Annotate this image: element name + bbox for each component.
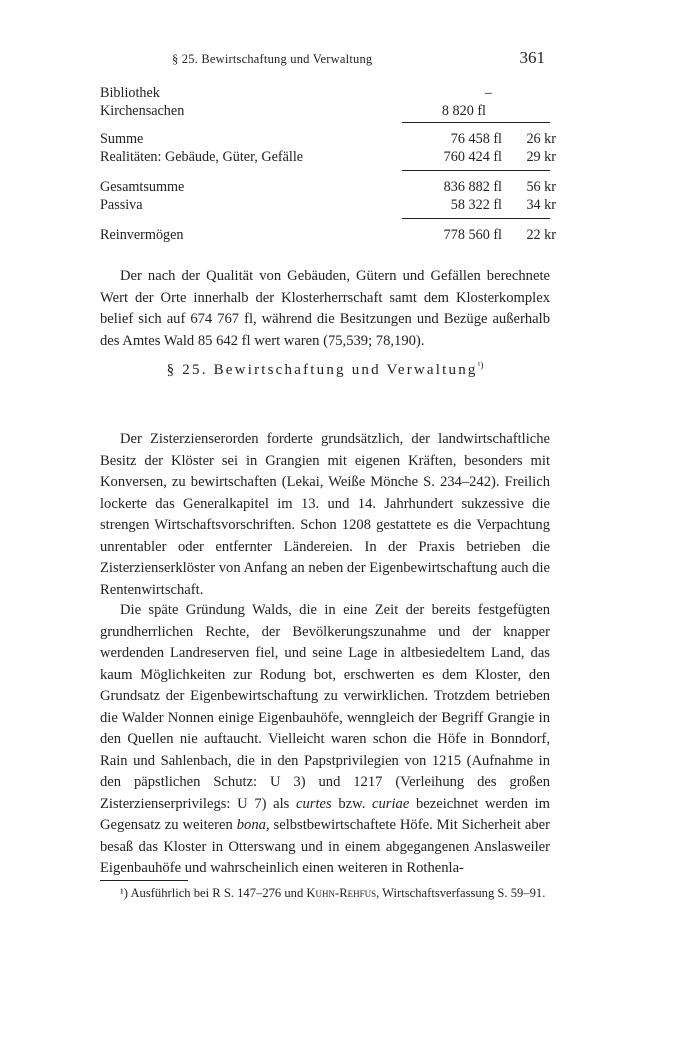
section-heading-text: § 25. Bewirtschaftung und Verwaltung [166,362,478,378]
footnote-author: Kuhn-Rehfus [306,886,377,900]
paragraph [100,600,550,880]
table-row-kr: 26 kr [526,131,556,147]
footnote-reference: ¹) [477,360,484,370]
footnote-text: Ausführlich bei R S. 147–276 und [127,886,307,900]
footnote-text: , Wirtschaftsverfassung S. 59–91. [376,886,546,900]
footnote-rule [100,880,188,881]
table-row [100,178,556,196]
paragraph-text: bzw. [331,795,373,812]
paragraph-text: Die späte Gründung Walds, die in eine Zeit der bereits festgefügten grundherrlichen Rechte, der Bevölkerungszunahme und der knapper werdenden Landreserven fiel, und seine Lage in altbesiedeltem Land, das kaum Möglichkeiten zur Rodung bot, erschwerten es dem Kloster, den Grundsatz der Eigenbewirtschaftung zu verwirklichen. Trotzdem betrieben die Walder Nonnen einige Eigenbauhöfe, wenngleich der Begriff Grangie in den Quellen nie auftaucht. Vielleicht waren schon die Höfe in Bonndorf, Rain und Sahlenbach, die in den Papstprivilegien von 1215 (Aufnahme in den päpstlichen Schutz: U 3) und 1217 (Verleihung des großen Zisterzienserprivilegs: U 7) als [100,602,550,812]
table-row-fl: 778 560 fl [443,227,502,243]
table-row-fl: 76 458 fl [450,131,502,147]
table-row [100,148,556,166]
running-header [100,48,545,72]
footnote-mark: ¹) [120,886,128,900]
table-rule [402,218,550,219]
latin-term: curtes [296,795,332,812]
table-row [100,84,550,102]
table-row-kr: 22 kr [526,227,556,243]
table-row-label: Passiva [100,197,143,213]
table-row [100,102,550,120]
table-rule [402,170,550,171]
paragraph: Der Zisterzienserorden forderte grundsätzlich, der landwirtschaftliche Besitz der Klöster sei in Grangien mit eigenen Kräften, besonders mit Konversen, zu bewirtschaften (Lekai, Weiße Mönche S. 234–242). Freilich lockerte das Generalkapitel im 13. und 14. Jahrhundert sukzessive die strengen Wirtschaftsvorschriften. Schon 1208 gestattete es die Verpachtung unrentabler oder entfernter Ländereien. In der Praxis betrieben die Zisterzienserklöster von Anfang an neben der Eigenbewirtschaftung auch die Rentenwirtschaft. [100,431,550,598]
table-row-label: Kirchensachen [100,103,185,119]
table-row-label: Summe [100,131,144,147]
paragraph-text: bezeichnet werden im Gegensatz zu weiteren [100,795,551,833]
table-row-value: – [484,85,492,101]
table-row-label: Bibliothek [100,85,160,101]
page-number: 361 [519,48,545,67]
table-row-label: Gesamtsumme [100,179,185,195]
paragraph: Der nach der Qualität von Gebäuden, Gütern und Gefällen berechnete Wert der Orte innerhalb der Klosterherrschaft samt dem Klosterkomplex belief sich auf 674 767 fl, während die Besitzungen und Bezüge außerhalb des Amtes Wald 85 642 fl wert waren (75,539; 78,190). [100,268,550,349]
table-row [100,130,556,148]
latin-term: curiae [372,795,410,812]
table-row-kr: 34 kr [526,197,556,213]
table-row-kr: 29 kr [526,149,556,165]
table-row-fl: 58 322 fl [450,197,502,213]
table-rule [402,122,550,123]
table-row-kr: 56 kr [526,179,556,195]
running-header-title: § 25. Bewirtschaftung und Verwaltung [172,52,373,66]
table-row-value: 8 820 fl [441,103,486,119]
latin-term: bona, [236,817,270,833]
asset-table [100,84,556,244]
footnote [100,884,550,902]
table-row [100,196,556,214]
table-row-fl: 760 424 fl [443,149,502,165]
table-row [100,226,556,244]
table-row-fl: 836 882 fl [443,179,502,195]
table-row-label: Reinvermögen [100,227,184,243]
section-heading [100,360,550,379]
paragraph-text: selbstbewirtschaftete Höfe. Mit Sicherheit aber besaß das Kloster in Otterswang und in einem abgegangenen Anslasweiler Eigenbauhöfe und wahrscheinlich einen weiteren in Rothenla- [100,817,550,876]
table-row-label: Realitäten: Gebäude, Güter, Gefälle [100,149,304,165]
